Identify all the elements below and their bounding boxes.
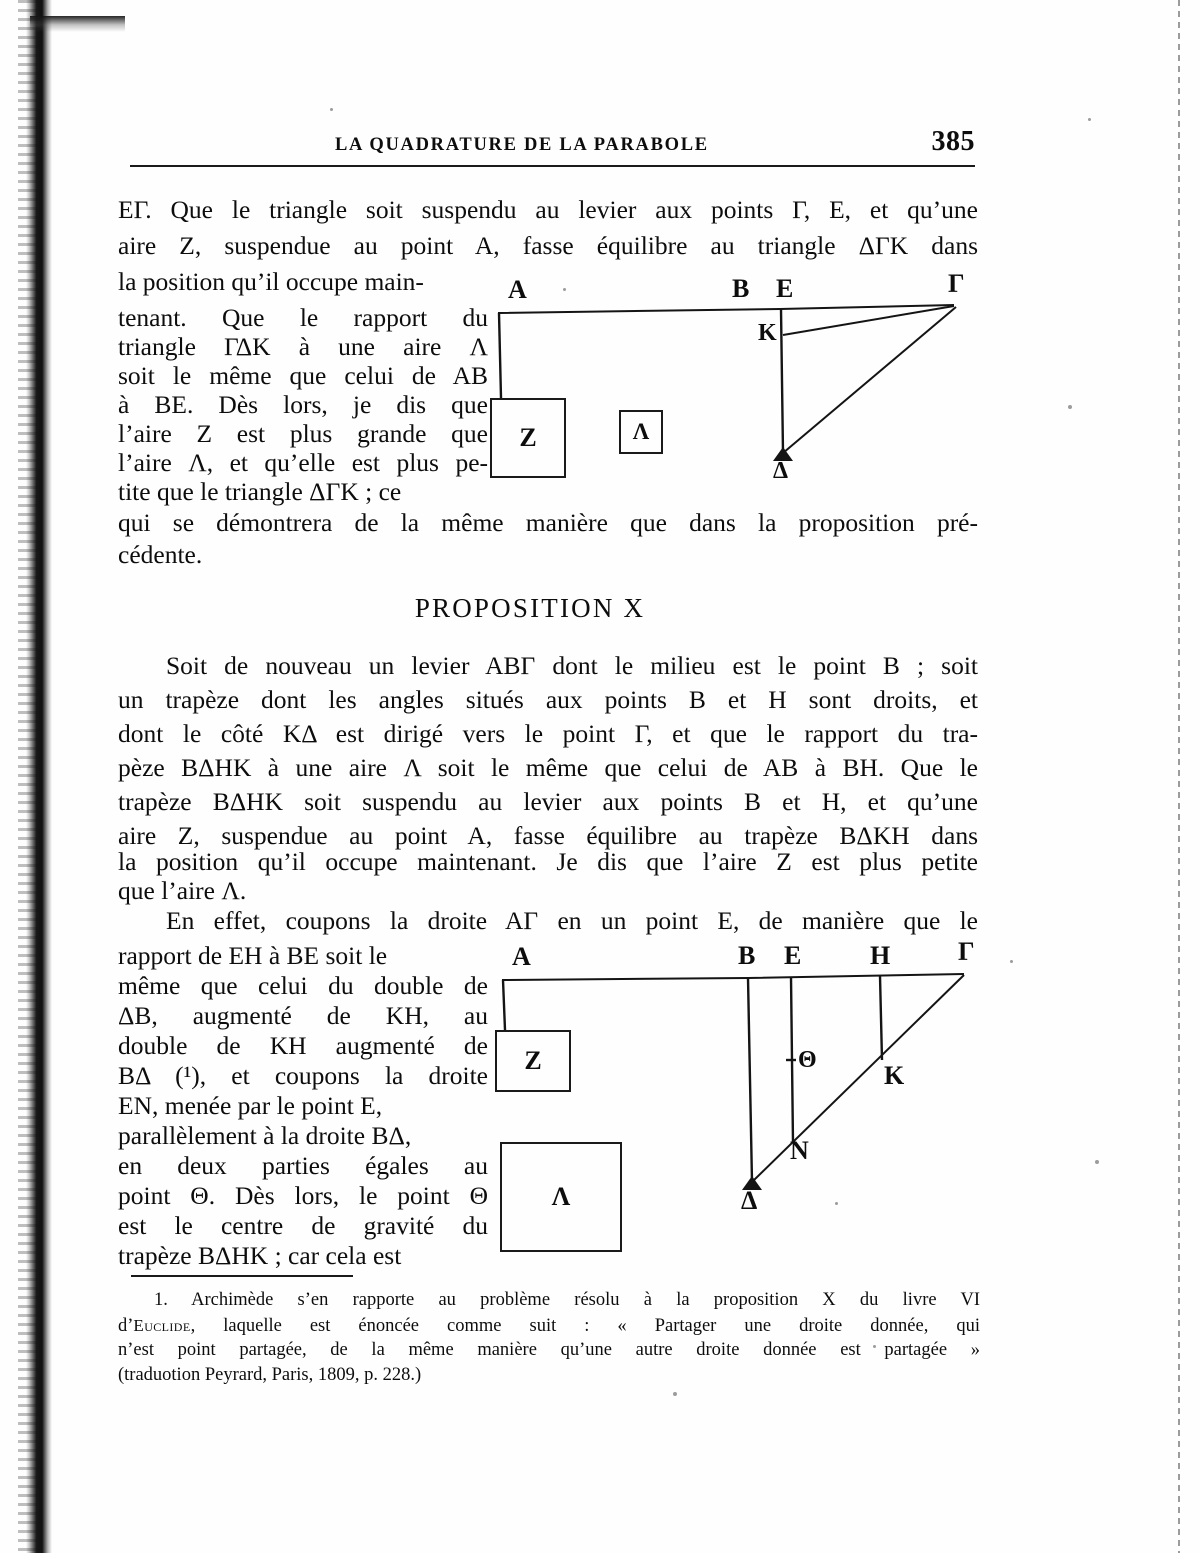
body-line: à BE. Dès lors, je dis que <box>118 390 488 419</box>
body-line: la position qu’il occupe main- <box>118 267 424 296</box>
body-line: pèze BΔHK à une aire Λ soit le même que celui de AB à BH. Que le <box>118 753 978 782</box>
body-line: la position qu’il occupe maintenant. Je dis que l’aire Z est plus petite <box>118 847 978 876</box>
footnote-line: 1. Archimède s’en rapporte au problème résolu à la proposition X du livre VI <box>154 1290 980 1310</box>
footnote-separator-rule <box>131 1275 353 1277</box>
figure-1-label-Z: Z <box>519 423 537 452</box>
figure-1-label-delta: Δ <box>773 458 789 484</box>
body-line: tenant. Que le rapport du <box>118 303 488 332</box>
footnote-line <box>118 1313 980 1339</box>
body-line: trapèze BΔHK soit suspendu au levier aux points B et H, et qu’une <box>118 787 978 816</box>
figure-2-label-gamma: Γ <box>958 937 975 966</box>
footnote-text-before-smallcaps: d’ <box>118 1316 134 1336</box>
body-line: point Θ. Dès lors, le point Θ <box>118 1181 488 1210</box>
body-line: que l’aire Λ. <box>118 876 247 905</box>
figure-2-label-lambda: Λ <box>551 1182 571 1211</box>
body-line: EN, menée par le point E, <box>118 1091 383 1120</box>
body-line: Soit de nouveau un levier ABΓ dont le milieu est le point B ; soit <box>166 651 978 680</box>
figure-1-area-Z-box <box>490 398 566 478</box>
running-head <box>130 126 975 158</box>
body-line: même que celui du double de <box>118 971 488 1000</box>
figure-2-label-H: H <box>870 941 891 970</box>
figure-2-label-A: A <box>512 942 531 971</box>
figure-2-label-Z: Z <box>524 1046 542 1075</box>
figure-2-area-lambda-box <box>500 1142 622 1252</box>
figure-2-label-K: K <box>884 1061 905 1090</box>
proposition-title: PROPOSITION X <box>414 593 646 623</box>
body-line: aire Z, suspendue au point A, fasse équilibre au trapèze BΔKH dans <box>118 821 978 850</box>
figure-2-label-N: N <box>790 1136 809 1165</box>
page-number: 385 <box>931 126 975 157</box>
scan-speck <box>1088 118 1091 121</box>
body-line: double de KH augmenté de <box>118 1031 488 1060</box>
footnote-text-after-smallcaps: , laquelle est énoncée comme suit : « Partager une droite donnée, qui <box>190 1316 980 1336</box>
figure-2-label-E: E <box>784 941 802 970</box>
footnote-reference-euclide: Euclide <box>133 1316 191 1335</box>
page-gutter-shadow-top <box>30 16 125 32</box>
page-gutter-speckle <box>18 0 40 1553</box>
body-line: ΔB, augmenté de KH, au <box>118 1001 488 1030</box>
body-line: En effet, coupons la droite AΓ en un point E, de manière que le <box>166 906 978 935</box>
body-line: est le centre de gravité du <box>118 1211 488 1240</box>
figure-2 <box>480 930 1000 1270</box>
figure-1-label-A: A <box>508 275 527 304</box>
figure-1-area-lambda-box <box>619 410 663 454</box>
body-line: EΓ. Que le triangle soit suspendu au levier aux points Γ, E, et qu’une <box>118 195 978 224</box>
body-line: en deux parties égales au <box>118 1151 488 1180</box>
figure-1-label-gamma: Γ <box>948 269 965 298</box>
figure-2-area-Z-box <box>495 1030 571 1092</box>
footnote-line: (traduotion Peyrard, Paris, 1809, p. 228.) <box>118 1365 422 1385</box>
figure-2-label-theta: Θ <box>798 1047 817 1073</box>
header-rule <box>130 165 975 167</box>
scan-speck <box>1095 1160 1099 1164</box>
page-right-edge-artifact <box>1178 0 1180 1553</box>
body-line: un trapèze dont les angles situés aux points B et H sont droits, et <box>118 685 978 714</box>
body-line: tite que le triangle ΔΓK ; ce <box>118 477 402 506</box>
figure-1 <box>480 265 1000 495</box>
figure-1-label-K: K <box>758 320 777 346</box>
body-line: BΔ (¹), et coupons la droite <box>118 1061 488 1090</box>
figure-2-label-delta: Δ <box>741 1186 758 1215</box>
figure-2-label-B: B <box>738 941 756 970</box>
scan-speck <box>1010 960 1013 963</box>
scan-speck <box>1068 405 1072 409</box>
body-line: cédente. <box>118 540 203 569</box>
scan-speck <box>673 1392 677 1396</box>
figure-1-label-lambda: Λ <box>632 419 650 444</box>
body-line: l’aire Λ, et qu’elle est plus pe- <box>118 448 488 477</box>
body-line: rapport de EH à BE soit le <box>118 941 388 970</box>
body-line: l’aire Z est plus grande que <box>118 419 488 448</box>
body-line: trapèze BΔHK ; car cela est <box>118 1241 402 1270</box>
figure-1-label-B: B <box>732 274 750 303</box>
body-line: aire Z, suspendue au point A, fasse équilibre au triangle ΔΓK dans <box>118 231 978 260</box>
footnote-line: n’est point partagée, de la même manière qu’une autre droite donnée est partagée » <box>118 1340 980 1360</box>
scan-speck <box>330 108 333 111</box>
body-line: parallèlement à la droite BΔ, <box>118 1121 412 1150</box>
body-line: triangle ΓΔK à une aire Λ <box>118 332 488 361</box>
body-line: soit le même que celui de AB <box>118 361 488 390</box>
body-line: qui se démontrera de la même manière que dans la proposition pré- <box>118 508 978 537</box>
figure-1-label-E: E <box>776 274 794 303</box>
running-head-title: LA QUADRATURE DE LA PARABOLE <box>335 135 709 155</box>
body-line: dont le côté KΔ est dirigé vers le point Γ, et que le rapport du tra- <box>118 719 978 748</box>
